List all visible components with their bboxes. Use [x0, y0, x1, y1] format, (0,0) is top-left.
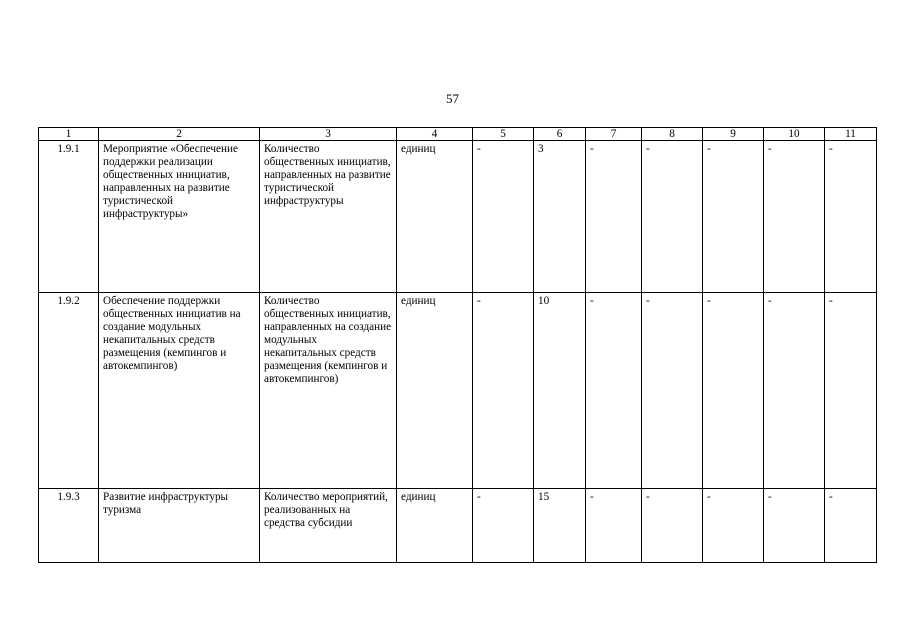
table-row	[39, 293, 877, 489]
indicator-cell: Количество мероприятий, реализованных на средства субсидии	[260, 489, 397, 563]
event-cell: Мероприятие «Обеспечение поддержки реализации общественных инициатив, направленных на развитие туристической инфраструктуры»	[99, 141, 260, 293]
value-cell: -	[764, 293, 825, 489]
value-cell: -	[703, 293, 764, 489]
value-cell: -	[703, 489, 764, 563]
column-header: 10	[764, 128, 825, 141]
indicators-table	[38, 127, 877, 563]
indicator-cell: Количество общественных инициатив, направленных на создание модульных некапитальных средств размещения (кемпингов и автокемпингов)	[260, 293, 397, 489]
value-cell: -	[825, 141, 877, 293]
row-code: 1.9.3	[39, 489, 99, 563]
table-row	[39, 141, 877, 293]
column-header: 8	[642, 128, 703, 141]
value-cell: -	[473, 141, 534, 293]
value-cell: 15	[534, 489, 586, 563]
unit-cell: единиц	[397, 141, 473, 293]
column-header: 11	[825, 128, 877, 141]
table-header-row	[39, 128, 877, 141]
column-header: 4	[397, 128, 473, 141]
value-cell: -	[825, 489, 877, 563]
value-cell: -	[642, 293, 703, 489]
table-row	[39, 489, 877, 563]
column-header: 7	[586, 128, 642, 141]
event-cell: Обеспечение поддержки общественных инициатив на создание модульных некапитальных средств размещения (кемпингов и автокемпингов)	[99, 293, 260, 489]
indicator-cell: Количество общественных инициатив, направленных на развитие туристической инфраструктуры	[260, 141, 397, 293]
value-cell: -	[586, 141, 642, 293]
value-cell: -	[473, 293, 534, 489]
event-cell: Развитие инфраструктуры туризма	[99, 489, 260, 563]
value-cell: 10	[534, 293, 586, 489]
column-header: 9	[703, 128, 764, 141]
page-number: 57	[446, 91, 459, 106]
value-cell: -	[642, 489, 703, 563]
unit-cell: единиц	[397, 489, 473, 563]
value-cell: 3	[534, 141, 586, 293]
value-cell: -	[764, 489, 825, 563]
column-header: 6	[534, 128, 586, 141]
value-cell: -	[825, 293, 877, 489]
column-header: 2	[99, 128, 260, 141]
column-header: 1	[39, 128, 99, 141]
unit-cell: единиц	[397, 293, 473, 489]
value-cell: -	[586, 293, 642, 489]
value-cell: -	[586, 489, 642, 563]
value-cell: -	[703, 141, 764, 293]
value-cell: -	[764, 141, 825, 293]
row-code: 1.9.2	[39, 293, 99, 489]
column-header: 3	[260, 128, 397, 141]
column-header: 5	[473, 128, 534, 141]
row-code: 1.9.1	[39, 141, 99, 293]
value-cell: -	[642, 141, 703, 293]
value-cell: -	[473, 489, 534, 563]
